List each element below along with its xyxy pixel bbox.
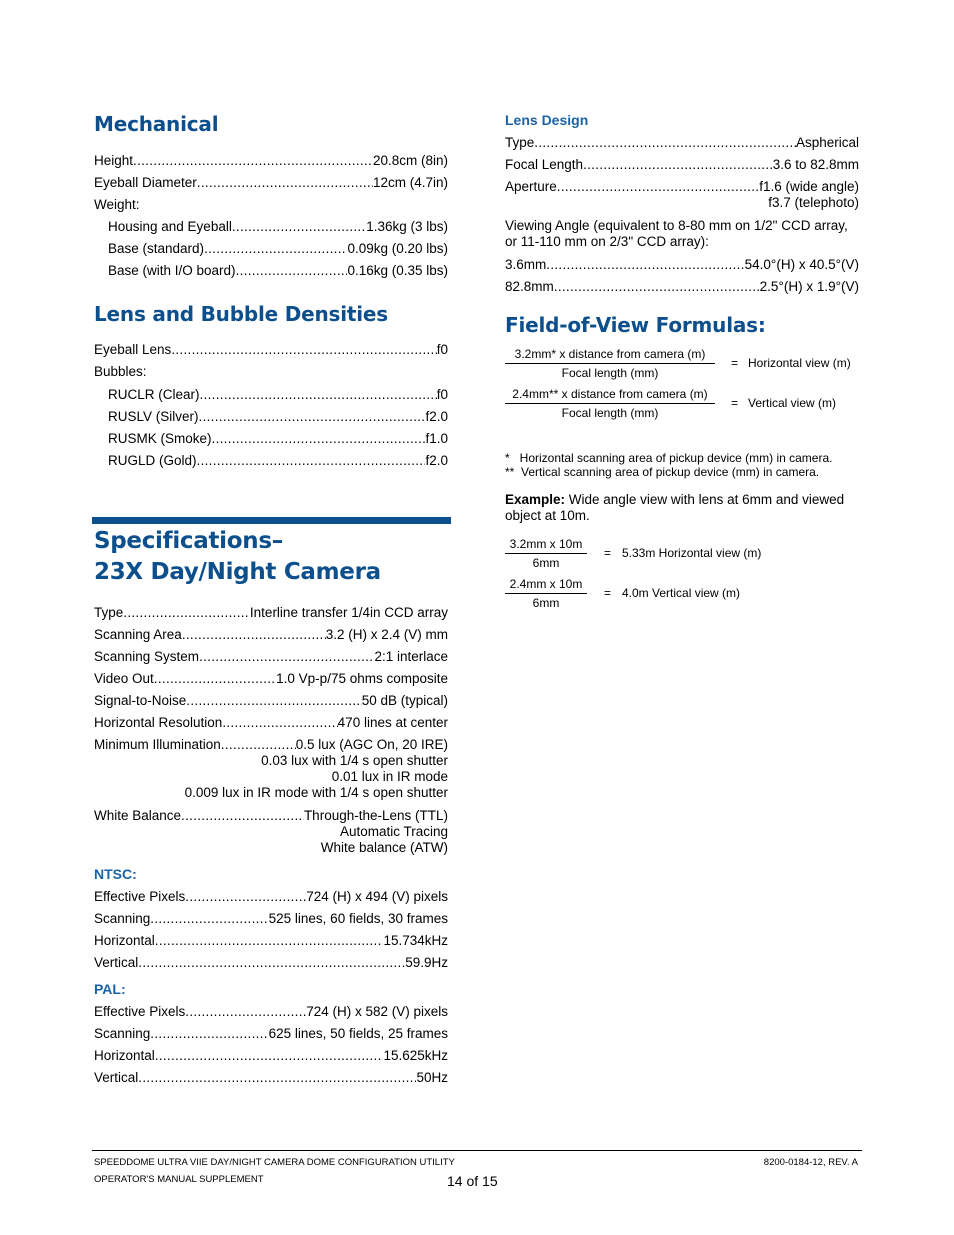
specifications-title-line2: 23X Day/Night Camera	[94, 559, 381, 585]
fov-numerator: 2.4mm** x distance from camera (m)	[512, 387, 708, 401]
spec-row-pal-horizontal	[94, 1048, 448, 1064]
spec-value: 3.6 to 82.8mm	[772, 157, 859, 172]
spec-label: Scanning Area	[94, 627, 182, 642]
spec-row-eyeball-lens	[94, 342, 448, 358]
spec-row-type	[94, 605, 448, 621]
spec-label: Effective Pixels	[94, 1004, 186, 1019]
footer-title: SPEEDDOME ULTRA VIIE DAY/NIGHT CAMERA DOME CONFIGURATION UTILITY	[94, 1157, 455, 1168]
spec-value: 54.0°(H) x 40.5°(V)	[744, 257, 859, 272]
spec-label: Eyeball Lens	[94, 342, 172, 357]
spec-label: 82.8mm	[505, 279, 554, 294]
spec-label: Horizontal	[94, 1048, 155, 1063]
fov-denominator: Focal length (mm)	[561, 366, 659, 380]
fov-formula-vertical	[505, 387, 859, 427]
fov-result: Horizontal view (m)	[748, 356, 851, 370]
spec-value: 2:1 interlace	[374, 649, 448, 664]
spec-label: Focal Length	[505, 157, 584, 172]
spec-row-scanning-area	[94, 627, 448, 643]
spec-continuation: White balance (ATW)	[320, 840, 448, 855]
spec-value: 0.16kg (0.35 lbs)	[347, 263, 448, 278]
spec-label: Signal-to-Noise	[94, 693, 187, 708]
spec-label: Vertical	[94, 1070, 139, 1085]
spec-value: 59.9Hz	[405, 955, 448, 970]
spec-row-ntsc-vertical	[94, 955, 448, 971]
spec-value: 625 lines, 50 fields, 25 frames	[268, 1026, 448, 1041]
spec-value: 470 lines at center	[337, 715, 448, 730]
spec-label: White Balance	[94, 808, 182, 823]
spec-value: f2.0	[425, 409, 448, 424]
spec-label: Horizontal Resolution	[94, 715, 223, 730]
ntsc-heading: NTSC:	[94, 866, 137, 882]
spec-row-ruslv	[94, 409, 448, 425]
spec-label: RUCLR (Clear)	[108, 387, 200, 402]
viewing-angle-text: Viewing Angle (equivalent to 8-80 mm on 1/2" CCD array, or 11-110 mm on 2/3" CCD array):	[505, 218, 848, 249]
spec-value: 1.0 Vp-p/75 ohms composite	[276, 671, 448, 686]
spec-value: f1.6 (wide angle)	[759, 179, 859, 194]
example-vertical	[505, 577, 859, 617]
spec-value: 50 dB (typical)	[361, 693, 448, 708]
spec-row-angle-wide	[505, 257, 859, 273]
spec-value: 724 (H) x 494 (V) pixels	[306, 889, 448, 904]
spec-value: 0.09kg (0.20 lbs)	[347, 241, 448, 256]
spec-label: Effective Pixels	[94, 889, 186, 904]
example-result: 5.33m Horizontal view (m)	[622, 546, 762, 560]
fraction-line	[505, 553, 587, 554]
spec-row-lens-type	[505, 135, 859, 151]
spec-label: RUGLD (Gold)	[108, 453, 197, 468]
fov-formula-horizontal	[505, 347, 859, 387]
spec-label: Base (with I/O board)	[108, 263, 236, 278]
spec-label: Vertical	[94, 955, 139, 970]
spec-row-snr	[94, 693, 448, 709]
spec-continuation: Automatic Tracing	[339, 824, 448, 839]
spec-value: 2.5°(H) x 1.9°(V)	[759, 279, 859, 294]
spec-value: Through-the-Lens (TTL)	[303, 808, 448, 823]
spec-row-pal-scanning	[94, 1026, 448, 1042]
spec-value: Interline transfer 1/4in CCD array	[249, 605, 448, 620]
equals-sign: =	[604, 586, 612, 600]
spec-row-ntsc-horizontal	[94, 933, 448, 949]
spec-value: 0.5 lux (AGC On, 20 IRE)	[295, 737, 448, 752]
spec-row-base-standard	[94, 241, 448, 257]
section-divider-bar	[92, 517, 451, 524]
spec-value: 20.8cm (8in)	[372, 153, 448, 168]
spec-row-ruclr	[94, 387, 448, 403]
example-paragraph	[505, 492, 859, 524]
spec-label: Height	[94, 153, 134, 168]
spec-value: 15.734kHz	[383, 933, 448, 948]
fov-numerator: 3.2mm* x distance from camera (m)	[514, 347, 706, 361]
footnote-horizontal: * Horizontal scanning area of pickup device (mm) in camera.	[505, 451, 833, 465]
spec-row-height	[94, 153, 448, 169]
spec-label: Minimum Illumination	[94, 737, 221, 752]
spec-value: f2.0	[425, 453, 448, 468]
fraction-line	[505, 403, 715, 404]
spec-label: 3.6mm	[505, 257, 547, 272]
spec-row-video-out	[94, 671, 448, 687]
spec-continuation: 0.009 lux in IR mode with 1/4 s open shutter	[184, 785, 448, 800]
footnote-vertical: ** Vertical scanning area of pickup device (mm) in camera.	[505, 465, 820, 479]
right-column	[505, 112, 859, 617]
bubbles-label: Bubbles:	[94, 364, 147, 379]
spec-value: f0	[436, 387, 448, 402]
specifications-block	[94, 526, 448, 1086]
spec-label: Scanning System	[94, 649, 200, 664]
document-number: 8200-0184-12, REV. A	[763, 1157, 858, 1168]
fraction-line	[505, 363, 715, 364]
specifications-title-line1: Specifications–	[94, 528, 283, 554]
fov-result: Vertical view (m)	[748, 396, 837, 410]
spec-row-aperture	[505, 179, 859, 195]
mechanical-heading: Mechanical	[94, 112, 219, 136]
fov-denominator: Focal length (mm)	[561, 406, 659, 420]
fraction-line	[505, 593, 587, 594]
spec-row-pal-vertical	[94, 1070, 448, 1086]
spec-row-white-balance	[94, 808, 448, 824]
spec-value: 1.36kg (3 lbs)	[366, 219, 448, 234]
spec-row-focal-length	[505, 157, 859, 173]
example-numerator: 3.2mm x 10m	[509, 537, 583, 551]
spec-label: Aperture	[505, 179, 557, 194]
spec-value: f0	[436, 342, 448, 357]
spec-value: 15.625kHz	[383, 1048, 448, 1063]
spec-label: Type	[94, 605, 124, 620]
example-label: Example:	[505, 492, 566, 507]
spec-label: Horizontal	[94, 933, 155, 948]
spec-row-pal-pixels	[94, 1004, 448, 1020]
spec-row-rusmk	[94, 431, 448, 447]
spec-continuation: 0.01 lux in IR mode	[331, 769, 448, 784]
spec-label: Video Out	[94, 671, 154, 686]
page-number: 14 of 15	[447, 1173, 498, 1189]
spec-label: RUSLV (Silver)	[108, 409, 199, 424]
spec-row-hres	[94, 715, 448, 731]
footer-subtitle: OPERATOR'S MANUAL SUPPLEMENT	[94, 1174, 264, 1185]
spec-row-base-io	[94, 263, 448, 279]
spec-label: Type	[505, 135, 535, 150]
spec-value: f1.0	[425, 431, 448, 446]
spec-value: 525 lines, 60 fields, 30 frames	[268, 911, 448, 926]
spec-label: Base (standard)	[108, 241, 205, 256]
spec-row-angle-tele	[505, 279, 859, 295]
equals-sign: =	[604, 546, 612, 560]
left-column	[94, 112, 448, 469]
pal-heading: PAL:	[94, 981, 126, 997]
spec-row-min-illumination	[94, 737, 448, 753]
spec-row-rugld	[94, 453, 448, 469]
example-denominator: 6mm	[532, 556, 560, 570]
spec-value: 724 (H) x 582 (V) pixels	[306, 1004, 448, 1019]
spec-label: Scanning	[94, 911, 151, 926]
weight-label: Weight:	[94, 197, 140, 212]
example-result: 4.0m Vertical view (m)	[622, 586, 741, 600]
equals-sign: =	[731, 396, 739, 410]
example-text: Wide angle view with lens at 6mm and viewed object at 10m.	[505, 492, 845, 523]
footer-rule	[92, 1150, 862, 1151]
densities-heading: Lens and Bubble Densities	[94, 302, 388, 326]
spec-row-housing	[94, 219, 448, 235]
spec-label: Eyeball Diameter	[94, 175, 197, 190]
spec-label: Housing and Eyeball	[108, 219, 232, 234]
example-numerator: 2.4mm x 10m	[509, 577, 583, 591]
spec-value: 3.2 (H) x 2.4 (V) mm	[325, 627, 448, 642]
lens-design-heading: Lens Design	[505, 112, 589, 128]
example-horizontal	[505, 537, 859, 577]
example-denominator: 6mm	[532, 596, 560, 610]
equals-sign: =	[731, 356, 739, 370]
spec-row-eyeball-diameter	[94, 175, 448, 191]
spec-row-scanning-system	[94, 649, 448, 665]
spec-value: 12cm (4.7in)	[372, 175, 448, 190]
spec-continuation: f3.7 (telephoto)	[768, 195, 859, 210]
spec-value: 50Hz	[416, 1070, 448, 1085]
specifications-heading	[94, 526, 448, 588]
spec-row-ntsc-scanning	[94, 911, 448, 927]
spec-row-ntsc-pixels	[94, 889, 448, 905]
spec-continuation: 0.03 lux with 1/4 s open shutter	[261, 753, 448, 768]
spec-label: RUSMK (Smoke)	[108, 431, 212, 446]
spec-value: Aspherical	[795, 135, 859, 150]
spec-label: Scanning	[94, 1026, 151, 1041]
fov-heading: Field-of-View Formulas:	[505, 313, 766, 337]
